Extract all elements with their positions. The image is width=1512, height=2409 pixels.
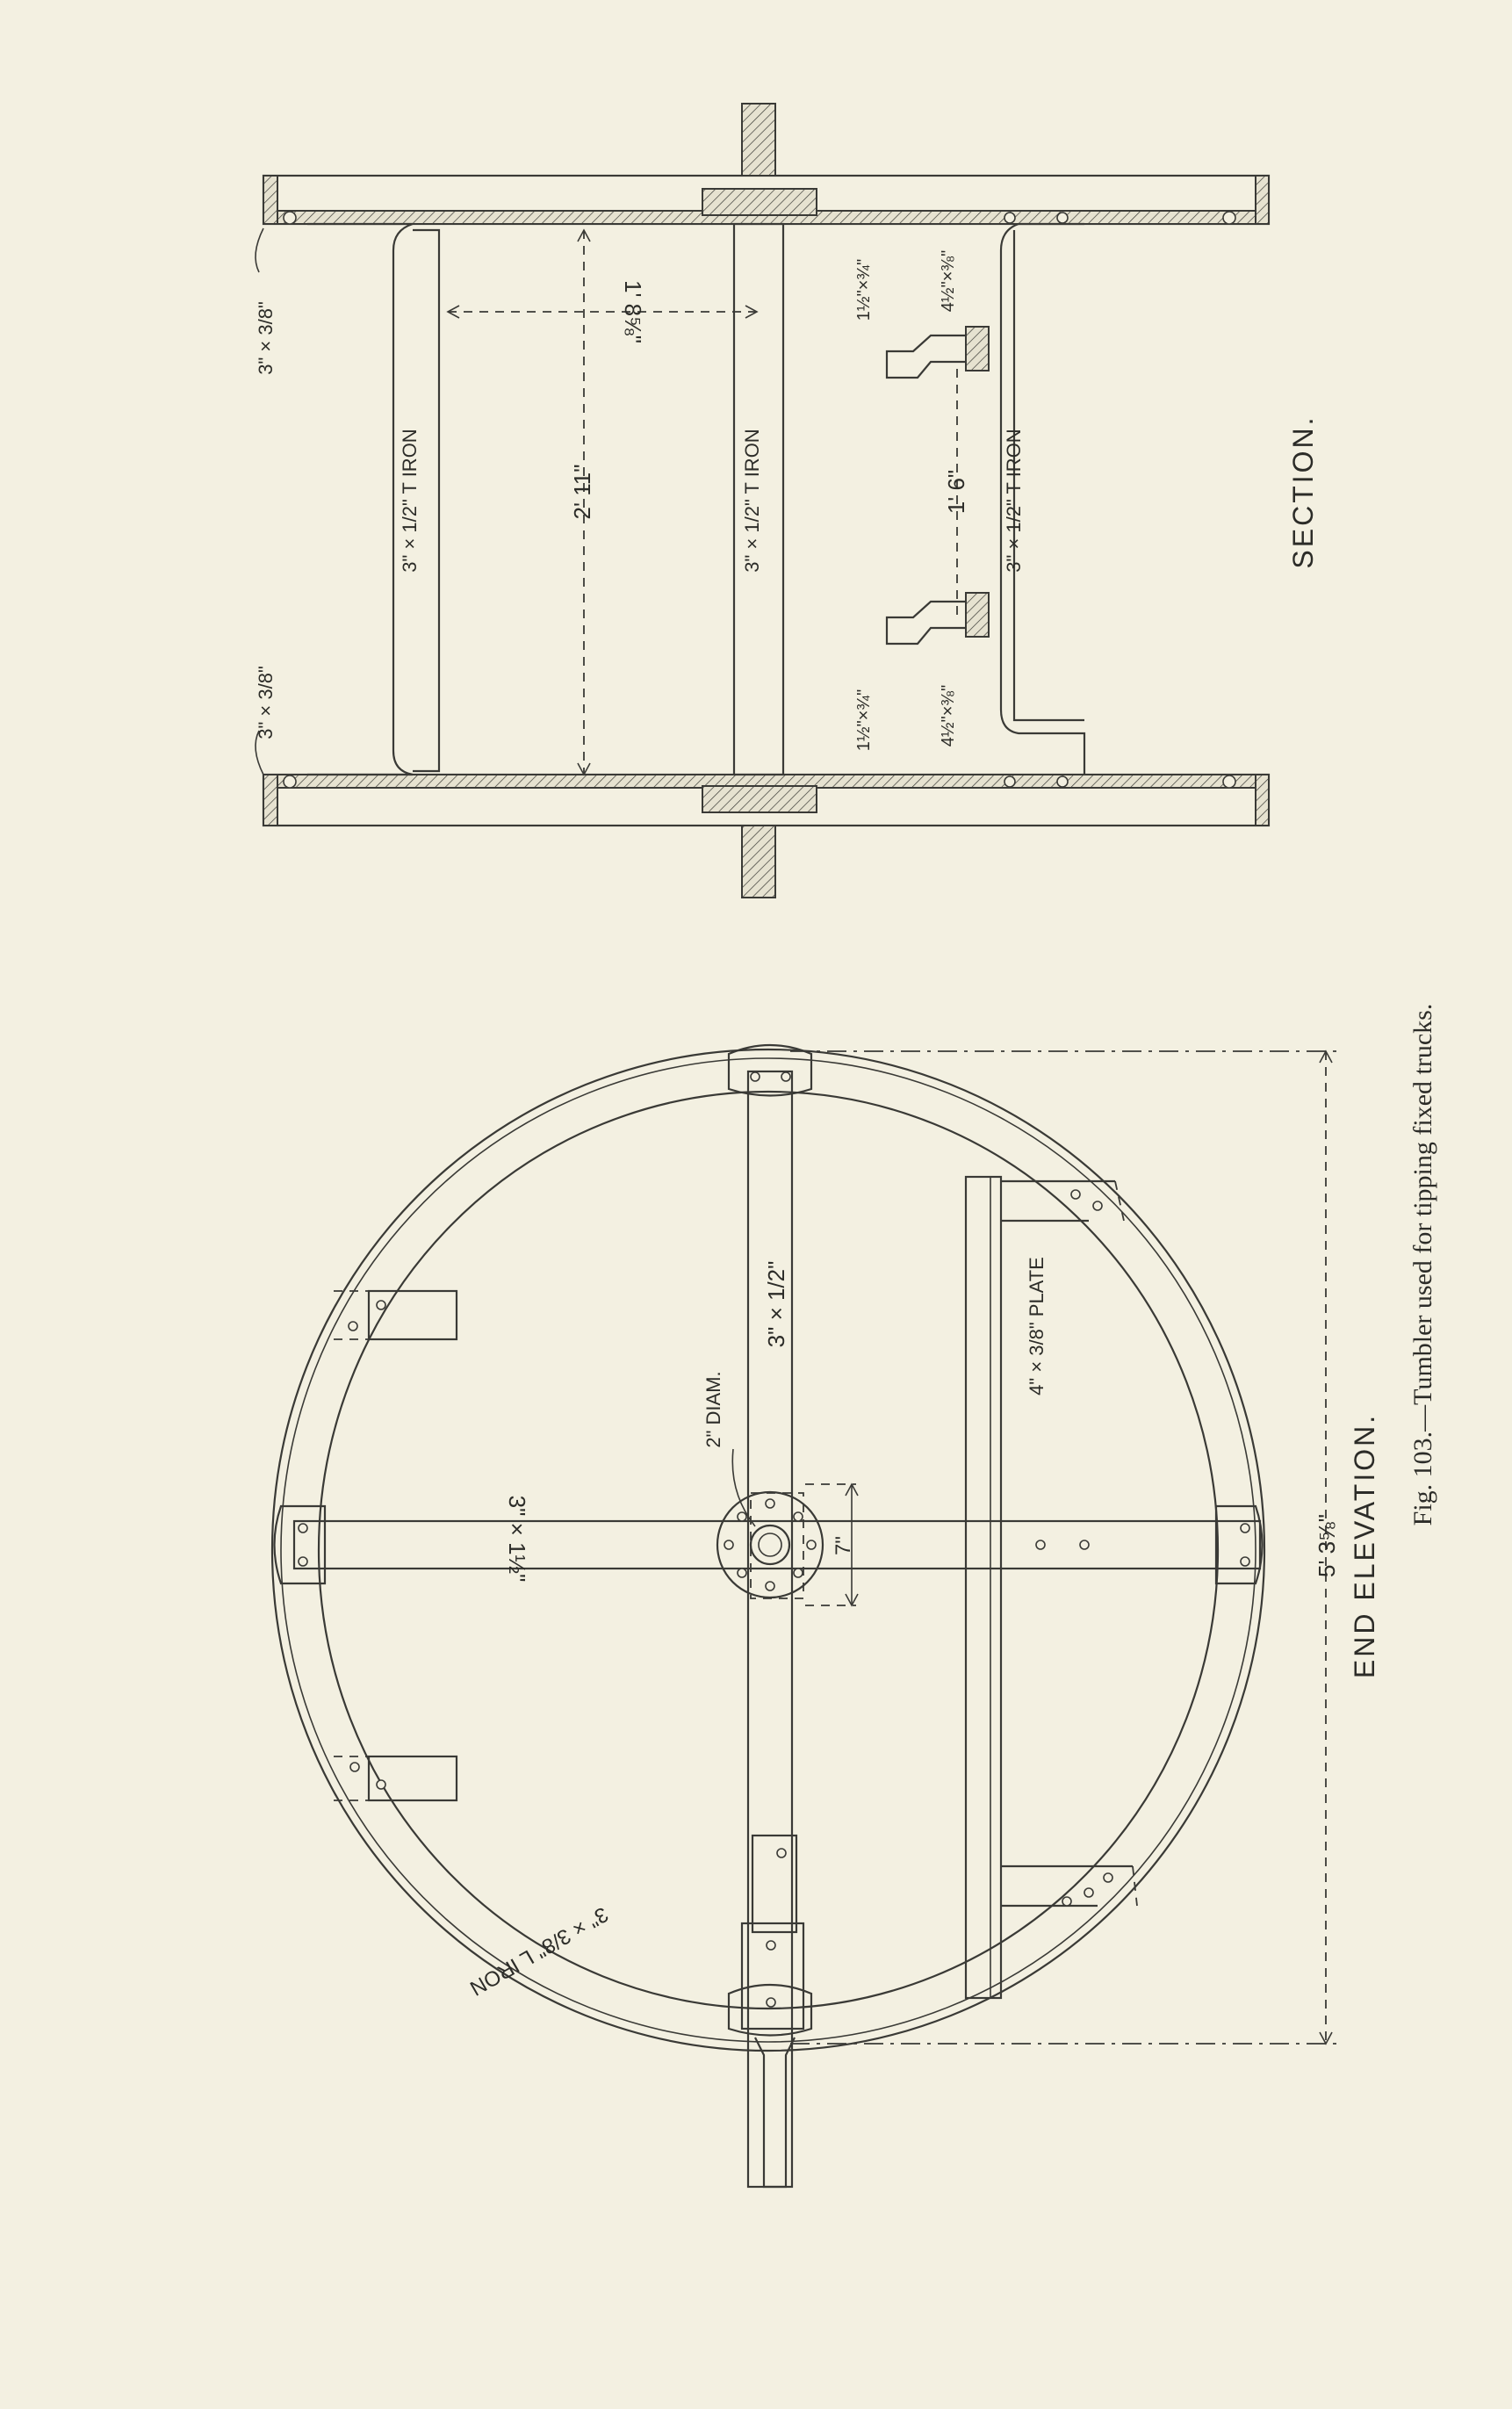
horizontal-spoke: [294, 1521, 1260, 1569]
section-title: SECTION.: [1287, 415, 1319, 569]
figure-caption: Fig. 103.—Tumbler used for tipping fixed trucks.: [1408, 1003, 1437, 1526]
dim-span-label: 2' 11": [569, 464, 595, 520]
section-view: [255, 104, 1319, 898]
shaft-bottom: [742, 826, 775, 898]
shaft-boss-bottom: [702, 786, 817, 812]
spoke-left-label: 3" × 1½": [504, 1495, 530, 1583]
bracket-top-left: [334, 1291, 457, 1339]
diameter-label: 5' 3⅝": [1314, 1513, 1340, 1578]
upper-t-iron: [307, 224, 413, 775]
spoke-right-label: 3" × 1/2": [763, 1260, 789, 1348]
end-elevation-title: END ELEVATION.: [1349, 1412, 1380, 1679]
shaft-boss-top: [702, 189, 817, 215]
inner-ring: [319, 1092, 1218, 2009]
bracket-bottom-left: [334, 1756, 457, 1800]
dim-rails-label: 1' 6": [943, 469, 969, 515]
clip-bottom-label-a: 1½"×¾": [854, 689, 874, 752]
vertical-spoke: [748, 1071, 792, 2187]
middle-tiron-label: 3" × 1/2" T IRON: [741, 429, 763, 573]
shaft-top: [742, 104, 775, 176]
clip-top-label-a: 1½"×¾": [854, 258, 874, 321]
bottom-plate-label: 3" × 3/8": [255, 666, 277, 739]
clip-top-label-b: 4½"×⅜": [939, 249, 958, 313]
dim-short-label: 1' 8⅝": [620, 279, 646, 344]
clip-bottom-label-b: 4½"×⅜": [939, 684, 958, 747]
right-plate: [966, 1177, 1137, 1998]
end-elevation-view: [272, 1045, 1380, 2187]
clip-top: [887, 327, 989, 378]
top-plate-label: 3" × 3/8": [255, 301, 277, 375]
spoke-pads: [275, 1045, 1263, 2036]
upper-tiron-label: 3" × 1/2" T IRON: [399, 429, 421, 573]
axle-hole: [751, 1525, 789, 1564]
axle-label: 2" DIAM.: [702, 1371, 724, 1448]
plate-label: 4" × 3/8" PLATE: [1026, 1257, 1048, 1396]
lower-tiron-label: 3" × 1/2" T IRON: [1003, 429, 1025, 573]
ring-label: 3" × 3/8" L IRON: [465, 1901, 613, 2001]
boss-dim-label: 7": [832, 1536, 855, 1555]
outer-ring: [272, 1049, 1264, 2051]
clip-bottom: [887, 593, 989, 644]
